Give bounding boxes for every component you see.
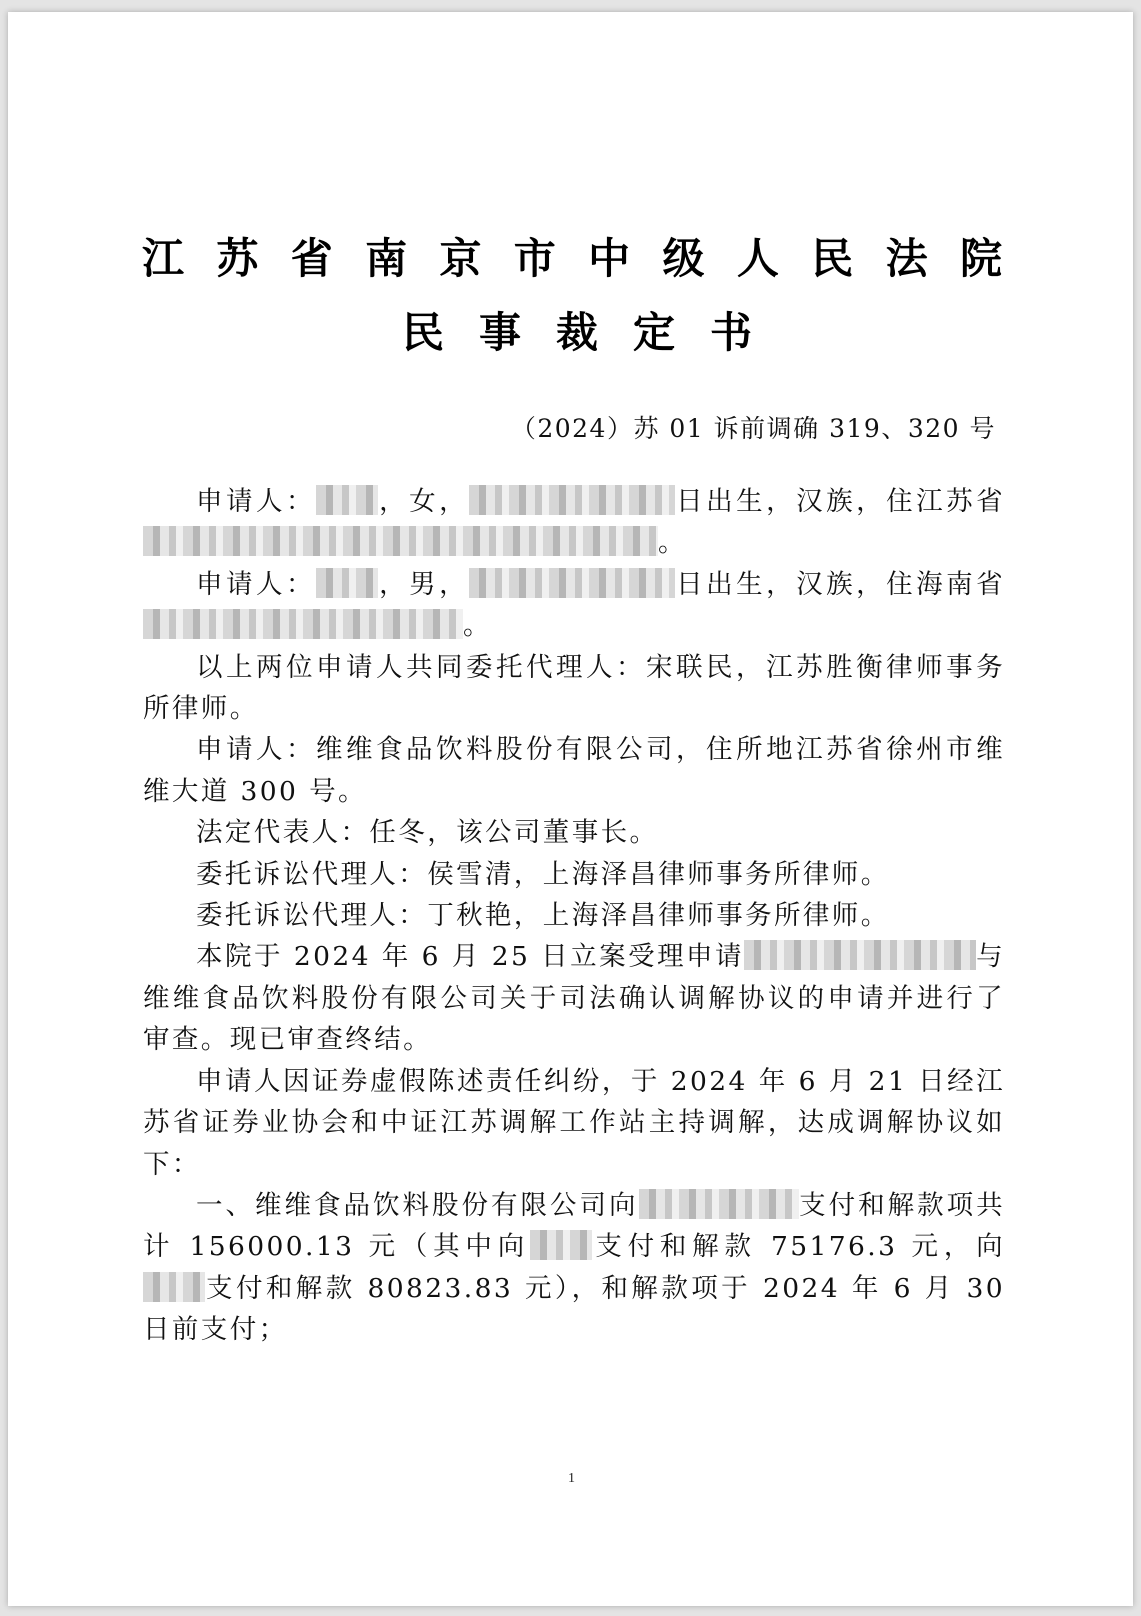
redacted-address bbox=[143, 609, 463, 639]
text-segment: 支付和解款 80823.83 元），和解款项于 2024 年 6 月 30 日前支付； bbox=[143, 1272, 1005, 1346]
title-char: 法 bbox=[885, 234, 928, 283]
paragraph-agent-1: 委托诉讼代理人：侯雪清，上海泽昌律师事务所律师。 bbox=[196, 858, 890, 890]
text-segment: 一、维维食品饮料股份有限公司向 bbox=[196, 1189, 639, 1221]
title-char: 院 bbox=[959, 234, 1002, 283]
case-number: （2024）苏 01 诉前调确 319、320 号 bbox=[510, 414, 996, 443]
document-page bbox=[8, 12, 1133, 1606]
text-segment: 本院于 2024 年 6 月 25 日立案受理申请 bbox=[196, 941, 745, 973]
text-segment: 。 bbox=[658, 527, 687, 559]
title-char: 京 bbox=[439, 234, 482, 283]
redacted-name bbox=[316, 568, 378, 598]
title-char: 裁 bbox=[555, 308, 598, 357]
redacted-address bbox=[143, 526, 658, 556]
document-type-title bbox=[402, 308, 752, 358]
title-char: 民 bbox=[811, 234, 854, 283]
text-segment: 日出生，汉族，住海南省 bbox=[675, 568, 1005, 600]
redacted-birthdate bbox=[469, 568, 675, 598]
text-segment: 申请人： bbox=[196, 568, 316, 600]
title-char: 事 bbox=[478, 308, 521, 357]
court-title bbox=[142, 234, 1002, 284]
paragraph-mediation: 申请人因证券虚假陈述责任纠纷，于 2024 年 6 月 21 日经江苏省证券业协会和中证江苏调解工作站主持调解，达成调解协议如下： bbox=[143, 1065, 1005, 1180]
paragraph-applicant-2 bbox=[143, 564, 1005, 647]
redacted-name bbox=[316, 485, 378, 515]
paragraph-legal-rep: 法定代表人：任冬，该公司董事长。 bbox=[196, 817, 659, 849]
title-char: 江 bbox=[142, 234, 185, 283]
text-segment: ，男， bbox=[377, 568, 470, 600]
text-segment: 支付和解款项共计 156000.13 元（其中向 bbox=[143, 1189, 1005, 1263]
text-segment: 。 bbox=[463, 610, 492, 642]
text-segment: 申请人： bbox=[196, 486, 316, 517]
title-char: 书 bbox=[709, 308, 752, 357]
title-char: 苏 bbox=[216, 234, 259, 283]
title-char: 级 bbox=[662, 234, 705, 283]
paragraph-applicant-company: 申请人：维维食品饮料股份有限公司，住所地江苏省徐州市维维大道 300 号。 bbox=[143, 734, 1005, 807]
paragraph-joint-agent: 以上两位申请人共同委托代理人：宋联民，江苏胜衡律师事务所律师。 bbox=[143, 651, 1005, 725]
text-segment: ，女， bbox=[377, 486, 470, 517]
document-body bbox=[143, 481, 1005, 1351]
title-char: 定 bbox=[632, 308, 675, 357]
redacted-birthdate bbox=[469, 485, 675, 515]
paragraph-applicant-1 bbox=[143, 481, 1005, 564]
title-char: 南 bbox=[365, 234, 408, 283]
redacted-name bbox=[143, 1272, 205, 1302]
title-char: 市 bbox=[513, 234, 556, 283]
title-char: 人 bbox=[736, 234, 779, 283]
redacted-name bbox=[530, 1230, 592, 1260]
page-number: 1 bbox=[568, 1471, 575, 1486]
title-char: 省 bbox=[290, 234, 333, 283]
redacted-names bbox=[744, 940, 976, 970]
redacted-names bbox=[639, 1189, 799, 1219]
text-segment: 与维维食品饮料股份有限公司关于司法确认调解协议的申请并进行了审查。现已审查终结。 bbox=[143, 941, 1005, 1056]
paragraph-case-acceptance bbox=[143, 936, 1005, 1060]
text-segment: 支付和解款 75176.3 元，向 bbox=[591, 1231, 1006, 1263]
title-char: 中 bbox=[588, 234, 631, 283]
title-char: 民 bbox=[402, 308, 445, 357]
paragraph-agent-2: 委托诉讼代理人：丁秋艳，上海泽昌律师事务所律师。 bbox=[196, 900, 890, 932]
paragraph-clause-1 bbox=[143, 1185, 1005, 1351]
text-segment: 日出生，汉族，住江苏省 bbox=[675, 486, 1005, 517]
